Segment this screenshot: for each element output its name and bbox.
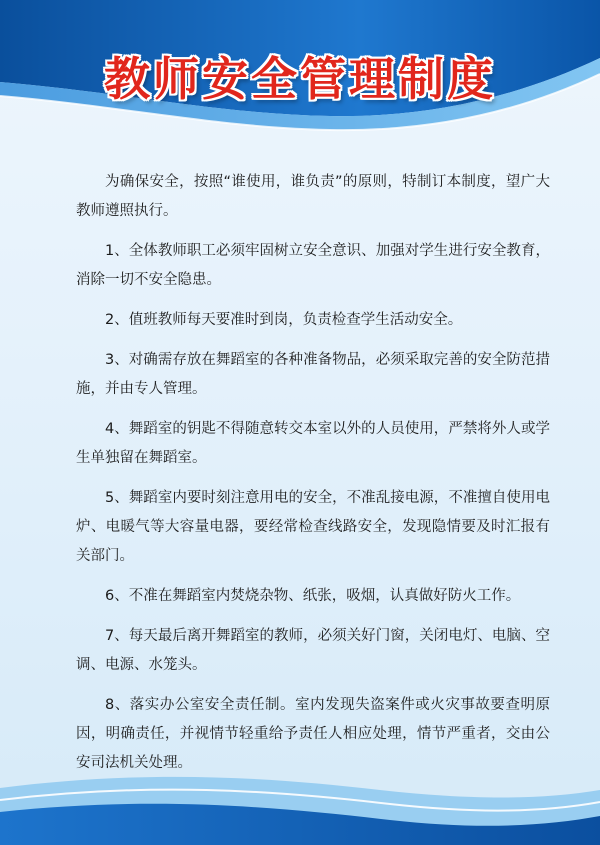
intro-paragraph: 为确保安全，按照“谁使用，谁负责”的原则，特制订本制度，望广大教师遵照执行。 bbox=[76, 174, 550, 219]
rule-item-2: 2、值班教师每天要准时到岗，负责检查学生活动安全。 bbox=[105, 312, 463, 328]
rule-item-6: 6、不准在舞蹈室内焚烧杂物、纸张，吸烟，认真做好防火工作。 bbox=[105, 588, 521, 604]
rule-item-3: 3、对确需存放在舞蹈室的各种准备物品，必须采取完善的安全防范措施，并由专人管理。 bbox=[76, 352, 550, 397]
regulation-text bbox=[76, 168, 550, 789]
rule-item-8: 8、落实办公室安全责任制。室内发现失盗案件或火灾事故要查明原因，明确责任，并视情节轻重给予责任人相应处理，情节严重者，交由公安司法机关处理。 bbox=[76, 697, 550, 771]
page-title: 教师安全管理制度 bbox=[104, 52, 496, 106]
rule-item-5: 5、舞蹈室内要时刻注意用电的安全，不准乱接电源，不准擅自使用电炉、电暖气等大容量电器，要经常检查线路安全，发现隐情要及时汇报有关部门。 bbox=[76, 490, 550, 564]
rule-item-7: 7、每天最后离开舞蹈室的教师，必须关好门窗，关闭电灯、电脑、空调、电源、水笼头。 bbox=[76, 628, 550, 673]
rule-item-1: 1、全体教师职工必须牢固树立安全意识、加强对学生进行安全教育，消除一切不安全隐患。 bbox=[76, 243, 550, 288]
rule-item-4: 4、舞蹈室的钥匙不得随意转交本室以外的人员使用，严禁将外人或学生单独留在舞蹈室。 bbox=[76, 421, 550, 466]
